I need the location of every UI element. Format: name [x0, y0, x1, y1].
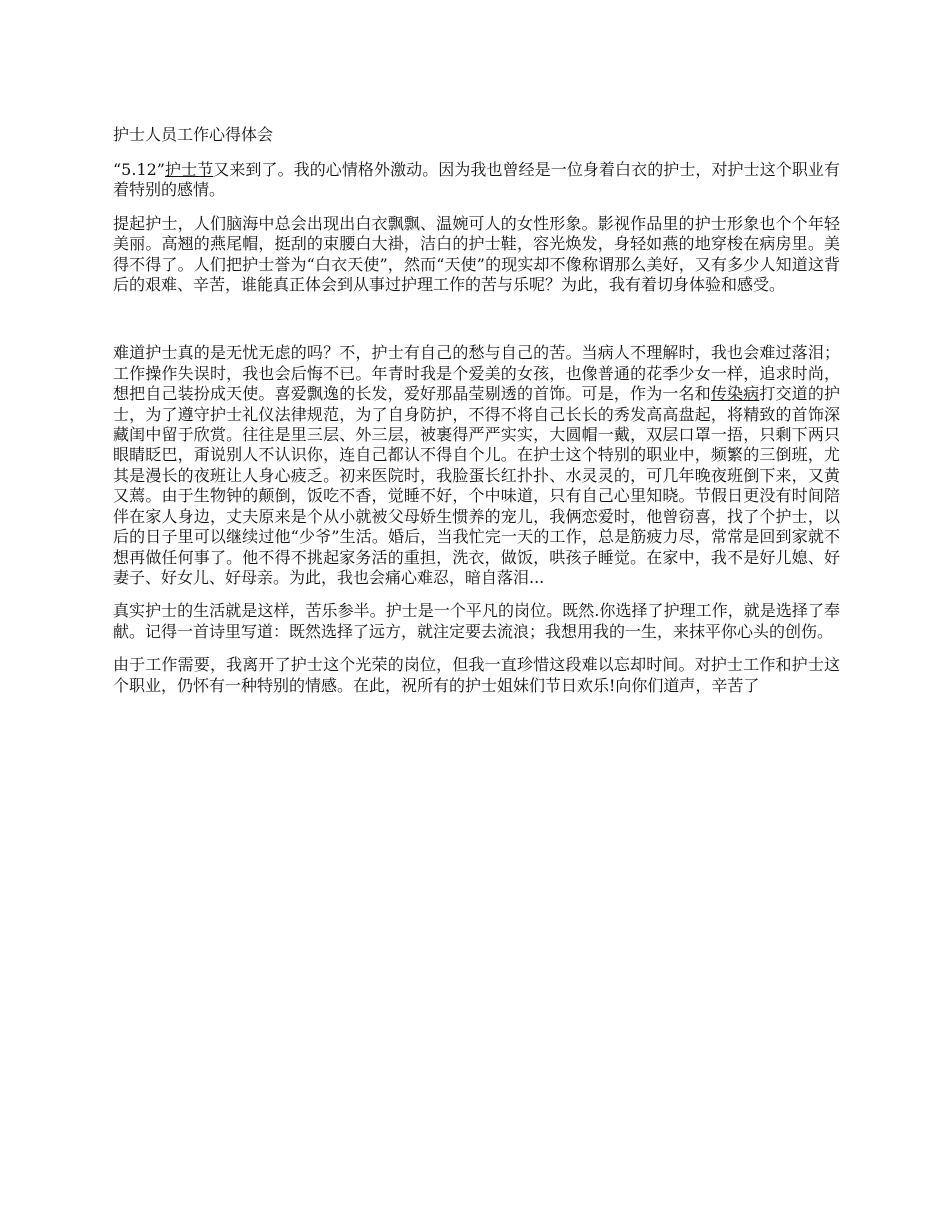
paragraph-prefix: 难道护士真的是无忧无虑的吗？不，护士有自己的愁与自己的苦。当病人不理解时，我也会难过落泪；工作操作失误时，我也会后悔不已。年青时我是个爱美的女孩，也像普通的花季少女一样，追求时尚，想把自己装扮成天使。喜爱飘逸的长发，爱好那晶莹剔透的首饰。可是，作为一名和	[113, 343, 840, 404]
paragraph-suffix: 打交道的护士，为了遵守护士礼仪法律规范，为了自身防护，不得不将自己长长的秀发高高盘起，将精致的首饰深藏闺中留于欣赏。往往是里三层、外三层，被裹得严严实实，大圆帽一戴，双层口罩一捂，只剩下两只眼睛眨巴，甭说别人不认识你，连自己都认不得自个儿。在护士这个特别的职业中，频繁的三倒班，尤其是漫长的夜班让人身心疲乏。初来医院时，我脸蛋长红扑扑、水灵灵的，可几年晚夜班倒下来，又黄又蔫。由于生物钟的颠倒，饭吃不香，觉睡不好，个中味道，只有自己心里知晓。节假日更没有时间陪伴在家人身边，丈夫原来是个从小就被父母娇生惯养的宠儿，我俩恋爱时，他曾窃喜，找了个护士，以后的日子里可以继续过他“少爷”生活。婚后，当我忙完一天的工作，总是筋疲力尽，常常是回到家就不想再做任何事了。他不得不挑起家务活的重担，洗衣，做饭，哄孩子睡觉。在家中，我不是好儿媳、好妻子、好女儿、好母亲。为此，我也会痛心难忍，暗自落泪...	[113, 384, 840, 587]
paragraph-nurse-image: 提起护士，人们脑海中总会出现出白衣飘飘、温婉可人的女性形象。影视作品里的护士形象也个个年轻美丽。高翘的燕尾帽，挺刮的束腰白大褂，洁白的护士鞋，容光焕发，身轻如燕的地穿梭在病房里。美得不得了。人们把护士誉为“白衣天使”，然而“天使”的现实却不像称谓那么美好，又有多少人知道这背后的艰难、辛苦，谁能真正体会到从事过护理工作的苦与乐呢？为此，我有着切身体验和感受。	[113, 213, 840, 295]
document-title: 护士人员工作心得体会	[113, 125, 274, 144]
paragraph-closing: 由于工作需要，我离开了护士这个光荣的岗位，但我一直珍惜这段难以忘却时间。对护士工作和护士这个职业，仍怀有一种特别的情感。在此，祝所有的护士姐妹们节日欢乐!向你们道声，辛苦了	[113, 655, 840, 695]
infectious-disease-link[interactable]: 传染病	[710, 384, 760, 404]
paragraph-prefix: “5.12”	[113, 160, 165, 179]
paragraph-nurse-hardships	[113, 343, 840, 588]
paragraph-suffix: 又来到了。我的心情格外激动。因为我也曾经是一位身着白衣的护士，对护士这个职业有着特别的感情。	[113, 160, 840, 200]
paragraph-nurses-day	[113, 160, 840, 201]
paragraph-nurse-life: 真实护士的生活就是这样，苦乐参半。护士是一个平凡的岗位。既然.你选择了护理工作，就是选择了奉献。记得一首诗里写道：既然选择了远方，就注定要去流浪；我想用我的一生，来抹平你心头的创伤。	[113, 601, 840, 641]
nurses-day-link[interactable]: 护士节	[164, 160, 214, 179]
document-page	[113, 124, 840, 709]
